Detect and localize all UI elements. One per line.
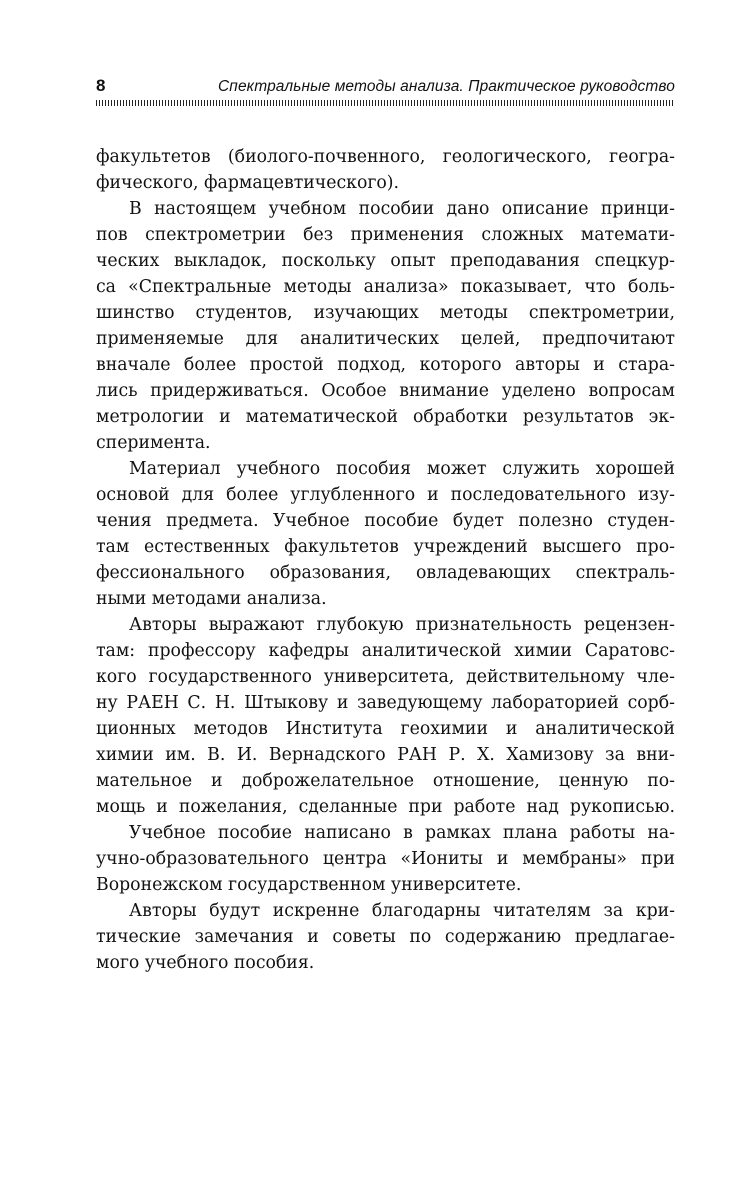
text-line: фического, фармацевтического). [96, 173, 400, 193]
text-line: метрологии и математической обработки результатов эк- [96, 407, 675, 427]
text-line: Материал учебного пособия может служить хорошей [129, 459, 675, 479]
paragraph [96, 612, 675, 820]
text-line: чения предмета. Учебное пособие будет полезно студен- [96, 511, 675, 531]
text-line: ционных методов Института геохимии и аналитической [96, 719, 675, 739]
text-line: ными методами анализа. [96, 589, 327, 609]
text-line: мательное и доброжелательное отношение, ценную по- [96, 771, 675, 791]
text-line: ческих выкладок, поскольку опыт преподавания спецкур- [96, 251, 675, 271]
text-line: лись придерживаться. Особое внимание уделено вопросам [96, 381, 675, 401]
text-line: факультетов (биолого-почвенного, геологического, геогра- [96, 147, 675, 167]
header-divider [96, 100, 675, 106]
text-line: мощь и пожелания, сделанные при работе над рукописью. [96, 797, 675, 817]
text-line: кого государственного университета, действительному чле- [96, 667, 675, 687]
text-line: Авторы выражают глубокую признательность рецензен- [129, 615, 675, 635]
text-line: В настоящем учебном пособии дано описание принци- [129, 199, 675, 219]
text-line: учно-образовательного центра «Иониты и мембраны» при [96, 849, 675, 869]
text-line: химии им. В. И. Вернадского РАН Р. Х. Хамизову за вни- [96, 745, 675, 765]
text-line: основой для более углубленного и последовательного изу- [96, 485, 675, 505]
page-header [96, 74, 675, 98]
text-line: са «Спектральные методы анализа» показывает, что боль- [96, 277, 675, 297]
text-line: Воронежском государственном университете. [96, 875, 522, 895]
text-line: применяемые для аналитических целей, предпочитают [96, 329, 675, 349]
paragraph [96, 898, 675, 976]
page-number: 8 [96, 76, 106, 95]
text-line: там естественных факультетов учреждений высшего про- [96, 537, 675, 557]
running-title: Спектральные методы анализа. Практическое руководство [218, 78, 675, 95]
text-line: там: профессору кафедры аналитической химии Саратовс- [96, 641, 675, 661]
text-line: пов спектрометрии без применения сложных математи- [96, 225, 675, 245]
paragraph [96, 196, 675, 456]
text-line: вначале более простой подход, которого авторы и стара- [96, 355, 675, 375]
paragraph [96, 456, 675, 612]
text-line: шинство студентов, изучающих методы спектрометрии, [96, 303, 675, 323]
paragraph [96, 820, 675, 898]
text-line: сперимента. [96, 433, 211, 453]
text-line: фессионального образования, овладевающих спектраль- [96, 563, 675, 583]
text-line: Учебное пособие написано в рамках плана работы на- [129, 823, 675, 843]
text-line: ну РАЕН С. Н. Штыкову и заведующему лабораторией сорб- [96, 693, 675, 713]
text-line: мого учебного пособия. [96, 953, 315, 973]
paragraph [96, 144, 675, 196]
text-line: тические замечания и советы по содержанию предлагае- [96, 927, 675, 947]
text-line: Авторы будут искренне благодарны читателям за кри- [129, 901, 675, 921]
body-text [96, 144, 675, 976]
